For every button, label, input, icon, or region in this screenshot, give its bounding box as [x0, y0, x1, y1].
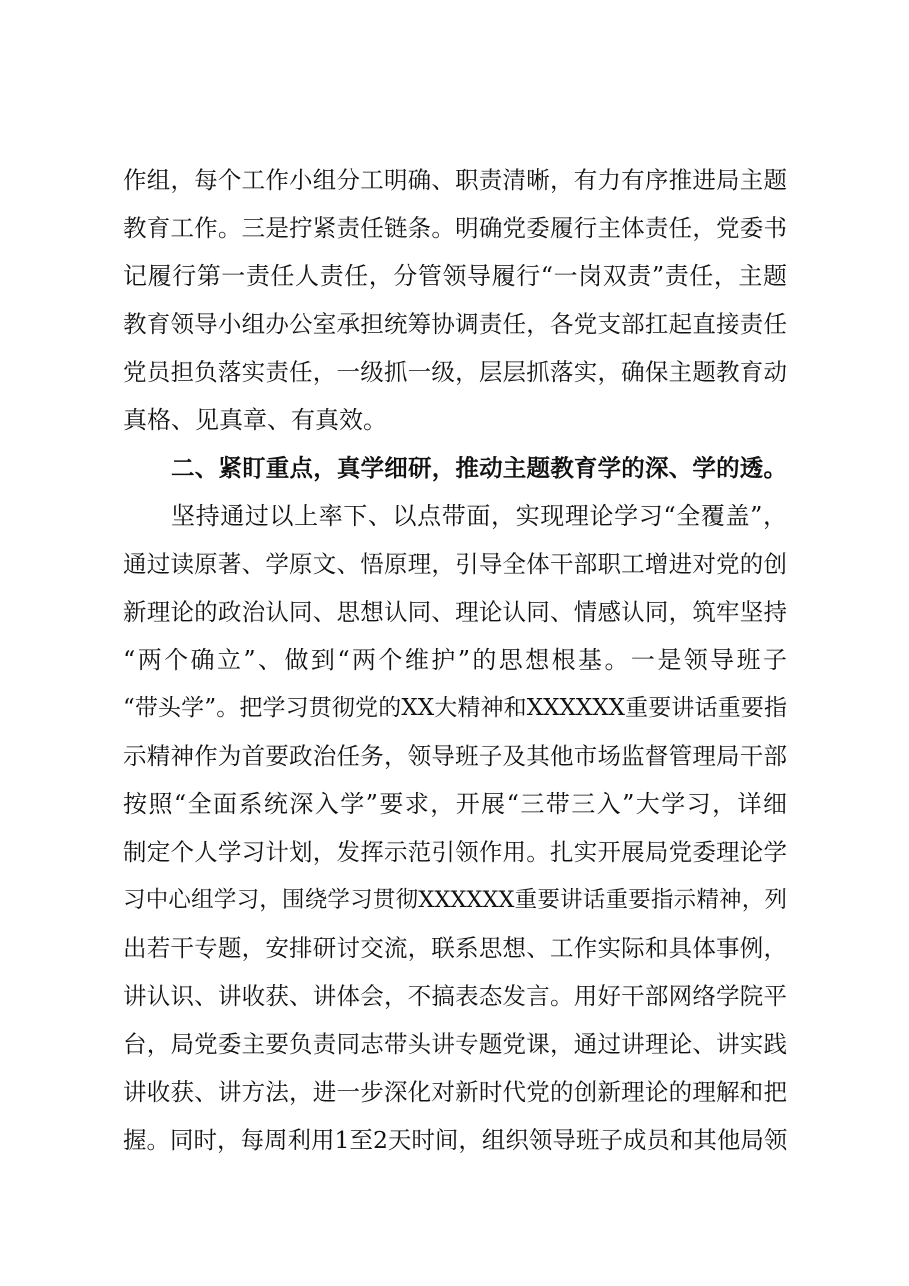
text-line: 讲认识、讲收获、讲体会，不搞表态发言。用好干部网络学院平	[123, 982, 787, 1010]
text-line: 教育领导小组办公室承担统筹协调责任，各党支部扛起直接责任	[123, 310, 787, 338]
text-line: 真格、见真章、有真效。	[123, 406, 387, 434]
text-line: 握。同时，每周利用1至2天时间，组织领导班子成员和其他局领	[123, 1126, 788, 1154]
text-line: 台，局党委主要负责同志带头讲专题党课，通过讲理论、讲实践	[123, 1030, 787, 1058]
text-line: 习中心组学习，围绕学习贯彻XXXXXX重要讲话重要指示精神，列	[123, 887, 787, 913]
text-line: 作组，每个工作小组分工明确、职责清晰，有力有序推进局主题	[123, 166, 787, 194]
text-line: 出若干专题，安排研讨交流，联系思想、工作实际和具体事例，	[123, 934, 787, 962]
text-line: “带头学”。把学习贯彻党的XX大精神和XXXXXX重要讲话重要指	[123, 695, 787, 721]
text-line: 通过读原著、学原文、悟原理，引导全体干部职工增进对党的创	[123, 550, 787, 578]
text-line: 制定个人学习计划，发挥示范引领作用。扎实开展局党委理论学	[123, 838, 787, 866]
text-line: 记履行第一责任人责任，分管领导履行“一岗双责”责任，主题	[123, 262, 787, 290]
text-line: 坚持通过以上率下、以点带面，实现理论学习“全覆盖”，	[171, 502, 787, 530]
text-line: 示精神作为首要政治任务，领导班子及其他市场监督管理局干部	[123, 742, 787, 770]
text-line: 教育工作。三是拧紧责任链条。明确党委履行主体责任，党委书	[123, 214, 787, 242]
section-heading: 二、紧盯重点，真学细研，推动主题教育学的深、学的透。	[171, 454, 787, 482]
text-line: 按照“全面系统深入学”要求，开展“三带三入”大学习，详细	[123, 790, 787, 818]
text-line: 新理论的政治认同、思想认同、理论认同、情感认同，筑牢坚持	[123, 598, 787, 626]
text-line: “两个确立”、做到“两个维护”的思想根基。一是领导班子	[123, 646, 787, 674]
text-line: 党员担负落实责任，一级抓一级，层层抓落实，确保主题教育动	[123, 358, 787, 386]
text-line: 讲收获、讲方法，进一步深化对新时代党的创新理论的理解和把	[123, 1078, 787, 1106]
